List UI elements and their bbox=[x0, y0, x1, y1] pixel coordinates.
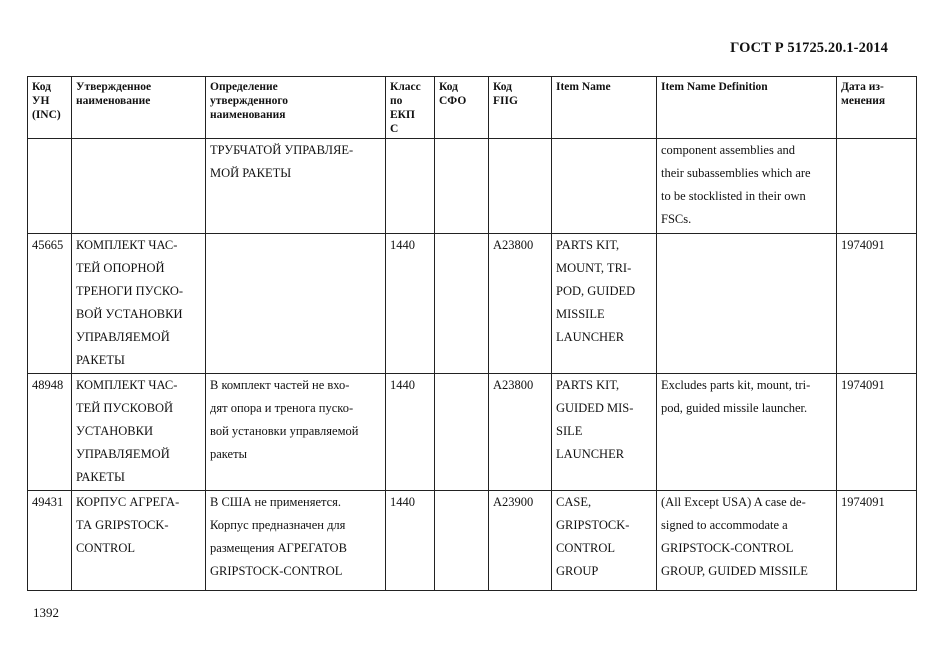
cell-text: 1440 bbox=[390, 495, 415, 509]
document-standard-header: ГОСТ Р 51725.20.1-2014 bbox=[730, 40, 888, 56]
cell-text: A23800 bbox=[493, 238, 534, 252]
cell-text-line: GRIPSTOCK- bbox=[556, 518, 630, 532]
cell-text-line: LAUNCHER bbox=[556, 447, 625, 461]
table-body bbox=[28, 139, 917, 591]
cell-item-name-definition bbox=[657, 491, 837, 591]
cell-change-date bbox=[837, 491, 917, 591]
cell-approved-name bbox=[72, 491, 206, 591]
cell-class bbox=[386, 234, 435, 374]
col-header-fiig: Код FIIG bbox=[489, 77, 552, 139]
cell-text: 49431 bbox=[32, 495, 64, 509]
cell-text-line: УПРАВЛЯЕМОЙ bbox=[76, 447, 170, 461]
cell-text-line: MOUNT, TRI- bbox=[556, 261, 632, 275]
table-header-row bbox=[28, 77, 917, 139]
cell-text-line: their subassemblies which are bbox=[661, 166, 811, 180]
cell-text-line: РАКЕТЫ bbox=[76, 470, 125, 484]
col-header-item-name-definition: Item Name Definition bbox=[657, 77, 837, 139]
cell-inc bbox=[28, 139, 72, 234]
cell-item-name bbox=[552, 374, 657, 491]
cell-definition bbox=[206, 374, 386, 491]
cell-sfo bbox=[435, 491, 489, 591]
col-header-approved-name: Утвержденное наименование bbox=[72, 77, 206, 139]
cell-definition bbox=[206, 491, 386, 591]
cell-sfo bbox=[435, 234, 489, 374]
cell-item-name bbox=[552, 234, 657, 374]
col-header-definition: Определение утвержденного наименования bbox=[206, 77, 386, 139]
cell-text-line: PARTS KIT, bbox=[556, 238, 620, 252]
page-number: 1392 bbox=[33, 605, 59, 620]
table-row bbox=[28, 139, 917, 234]
cell-text: 1440 bbox=[390, 378, 415, 392]
cell-item-name-definition bbox=[657, 234, 837, 374]
cell-text: 45665 bbox=[32, 238, 64, 252]
col-header-item-name: Item Name bbox=[552, 77, 657, 139]
cell-text-line: Корпус предназначен для bbox=[210, 518, 346, 532]
cell-text-line: В комплект частей не вхо- bbox=[210, 378, 350, 392]
cell-text-line: signed to accommodate a bbox=[661, 518, 788, 532]
cell-sfo bbox=[435, 374, 489, 491]
col-header-change-date: Дата из- менения bbox=[837, 77, 917, 139]
cell-text-line: Excludes parts kit, mount, tri- bbox=[661, 378, 811, 392]
cell-class bbox=[386, 374, 435, 491]
cell-text-line: КОМПЛЕКТ ЧАС- bbox=[76, 378, 178, 392]
cell-text-line: MISSILE bbox=[556, 307, 605, 321]
cell-text-line: ТЕЙ ОПОРНОЙ bbox=[76, 261, 165, 275]
cell-fiig bbox=[489, 139, 552, 234]
cell-text-line: GROUP bbox=[556, 564, 599, 578]
cell-text-line: CONTROL bbox=[76, 541, 136, 555]
cell-text-line: В США не применяется. bbox=[210, 495, 342, 509]
cell-text-line: размещения АГРЕГАТОВ bbox=[210, 541, 347, 555]
cell-text: 48948 bbox=[32, 378, 64, 392]
cell-approved-name bbox=[72, 234, 206, 374]
cell-text-line: CASE, bbox=[556, 495, 592, 509]
cell-text: 1440 bbox=[390, 238, 415, 252]
cell-text-line: КОМПЛЕКТ ЧАС- bbox=[76, 238, 178, 252]
cell-text-line: УПРАВЛЯЕМОЙ bbox=[76, 330, 170, 344]
cell-text-line: КОРПУС АГРЕГА- bbox=[76, 495, 180, 509]
cell-change-date bbox=[837, 234, 917, 374]
cell-inc bbox=[28, 234, 72, 374]
cell-item-name bbox=[552, 139, 657, 234]
cell-approved-name bbox=[72, 374, 206, 491]
col-header-class: Класс по ЕКП С bbox=[386, 77, 435, 139]
cell-item-name-definition bbox=[657, 139, 837, 234]
cell-text: 1974091 bbox=[841, 238, 885, 252]
cell-text-line: SILE bbox=[556, 424, 583, 438]
cell-class bbox=[386, 491, 435, 591]
cell-item-name bbox=[552, 491, 657, 591]
cell-text-line: дят опора и тренога пуско- bbox=[210, 401, 354, 415]
cell-text-line: ТЕЙ ПУСКОВОЙ bbox=[76, 401, 174, 415]
col-header-inc: Код УН (INC) bbox=[28, 77, 72, 139]
cell-text-line: ракеты bbox=[210, 447, 247, 461]
cell-text-line: ТРУБЧАТОЙ УПРАВЛЯЕ- bbox=[210, 143, 354, 157]
catalog-table bbox=[27, 76, 917, 591]
cell-text-line: LAUNCHER bbox=[556, 330, 625, 344]
table-row bbox=[28, 234, 917, 374]
cell-text-line: вой установки управляемой bbox=[210, 424, 359, 438]
cell-text: A23800 bbox=[493, 378, 534, 392]
cell-inc bbox=[28, 491, 72, 591]
table-row bbox=[28, 491, 917, 591]
cell-change-date bbox=[837, 139, 917, 234]
cell-class bbox=[386, 139, 435, 234]
cell-text-line: ТРЕНОГИ ПУСКО- bbox=[76, 284, 184, 298]
cell-fiig bbox=[489, 491, 552, 591]
cell-change-date bbox=[837, 374, 917, 491]
cell-definition bbox=[206, 234, 386, 374]
cell-text: 1974091 bbox=[841, 378, 885, 392]
cell-text-line: FSCs. bbox=[661, 212, 692, 226]
cell-definition bbox=[206, 139, 386, 234]
col-header-sfo: Код СФО bbox=[435, 77, 489, 139]
cell-fiig bbox=[489, 234, 552, 374]
cell-text-line: GRIPSTOCK-CONTROL bbox=[661, 541, 794, 555]
cell-approved-name bbox=[72, 139, 206, 234]
cell-text-line: pod, guided missile launcher. bbox=[661, 401, 808, 415]
cell-text-line: МОЙ РАКЕТЫ bbox=[210, 166, 292, 180]
cell-text-line: PARTS KIT, bbox=[556, 378, 620, 392]
cell-text-line: CONTROL bbox=[556, 541, 616, 555]
cell-text-line: POD, GUIDED bbox=[556, 284, 636, 298]
cell-text-line: GRIPSTOCK-CONTROL bbox=[210, 564, 343, 578]
cell-text-line: УСТАНОВКИ bbox=[76, 424, 153, 438]
cell-text: A23900 bbox=[493, 495, 534, 509]
cell-text-line: ВОЙ УСТАНОВКИ bbox=[76, 307, 183, 321]
table-row bbox=[28, 374, 917, 491]
cell-text-line: ТА GRIPSTOCK- bbox=[76, 518, 169, 532]
cell-text-line: GUIDED MIS- bbox=[556, 401, 634, 415]
cell-item-name-definition bbox=[657, 374, 837, 491]
cell-fiig bbox=[489, 374, 552, 491]
cell-text-line: РАКЕТЫ bbox=[76, 353, 125, 367]
cell-text-line: (All Except USA) A case de- bbox=[661, 495, 806, 509]
cell-text-line: to be stocklisted in their own bbox=[661, 189, 806, 203]
cell-text-line: GROUP, GUIDED MISSILE bbox=[661, 564, 808, 578]
cell-text: 1974091 bbox=[841, 495, 885, 509]
cell-sfo bbox=[435, 139, 489, 234]
cell-inc bbox=[28, 374, 72, 491]
cell-text-line: component assemblies and bbox=[661, 143, 795, 157]
